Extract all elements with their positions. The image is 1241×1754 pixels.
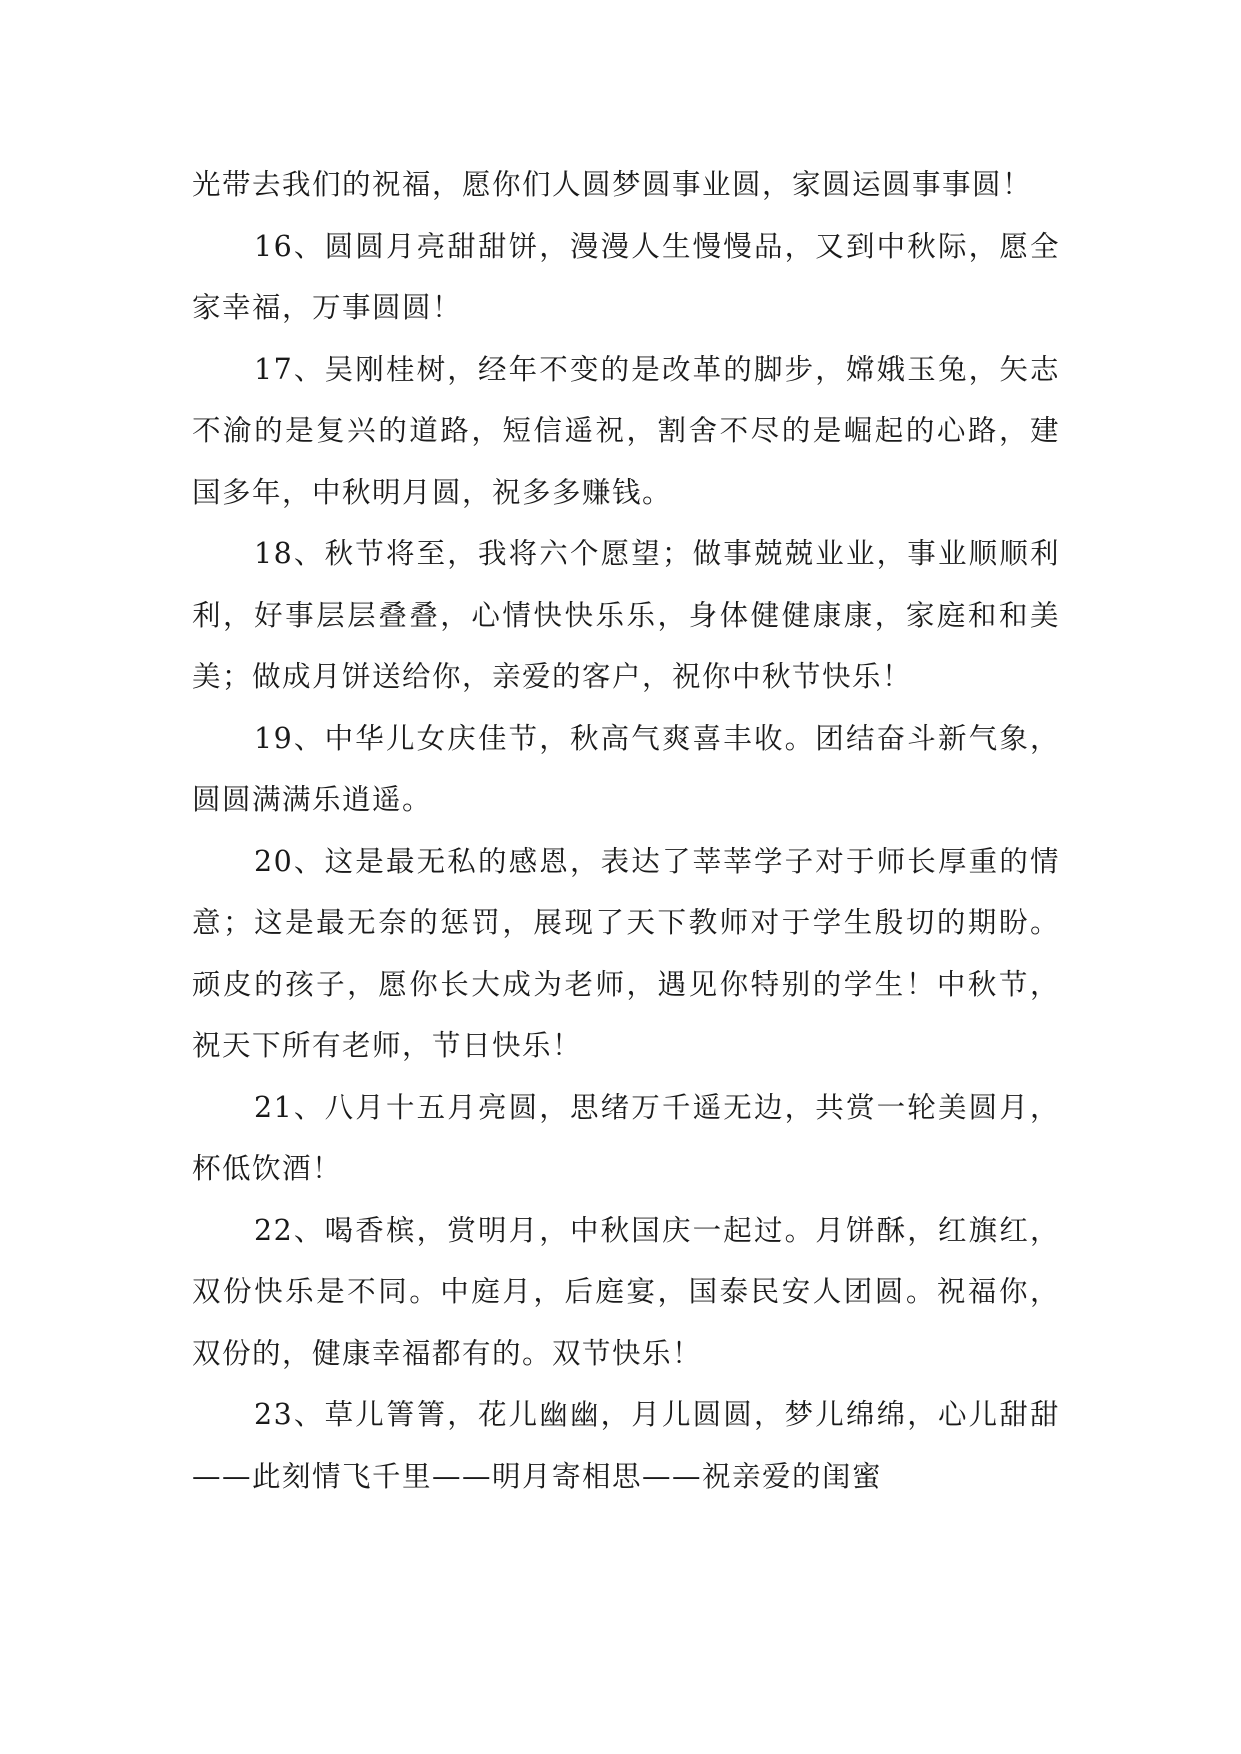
paragraph-item-17: 17、吴刚桂树，经年不变的是改革的脚步，嫦娥玉兔，矢志不渝的是复兴的道路，短信遥祝，割舍不尽的是崛起的心路，建国多年，中秋明月圆，祝多多赚钱。 [192, 352, 1060, 509]
paragraph-item-16: 16、圆圆月亮甜甜饼，漫漫人生慢慢品，又到中秋际，愿全家幸福，万事圆圆！ [192, 229, 1060, 324]
paragraph-item-23: 23、草儿箐箐，花儿幽幽，月儿圆圆，梦儿绵绵，心儿甜甜——此刻情飞千里——明月寄相思——祝亲爱的闺蜜 [192, 1398, 1060, 1493]
document-body [192, 154, 1060, 1507]
paragraph-item-21: 21、八月十五月亮圆，思绪万千遥无边，共赏一轮美圆月，杯低饮酒！ [192, 1090, 1060, 1185]
paragraph-continuation: 光带去我们的祝福，愿你们人圆梦圆事业圆，家圆运圆事事圆！ [192, 168, 1033, 201]
paragraph-item-18: 18、秋节将至，我将六个愿望；做事兢兢业业，事业顺顺利利，好事层层叠叠，心情快快乐乐，身体健健康康，家庭和和美美；做成月饼送给你，亲爱的客户，祝你中秋节快乐！ [192, 537, 1060, 693]
paragraph-item-22: 22、喝香槟，赏明月，中秋国庆一起过。月饼酥，红旗红，双份快乐是不同。中庭月，后庭宴，国泰民安人团圆。祝福你，双份的，健康幸福都有的。双节快乐！ [192, 1213, 1060, 1370]
paragraph-item-20: 20、这是最无私的感恩，表达了莘莘学子对于师长厚重的情意；这是最无奈的惩罚，展现了天下教师对于学生殷切的期盼。顽皮的孩子，愿你长大成为老师，遇见你特别的学生！中秋节，祝天下所有老师，节日快乐！ [192, 844, 1060, 1062]
paragraph-item-19: 19、中华儿女庆佳节，秋高气爽喜丰收。团结奋斗新气象，圆圆满满乐逍遥。 [192, 721, 1060, 816]
